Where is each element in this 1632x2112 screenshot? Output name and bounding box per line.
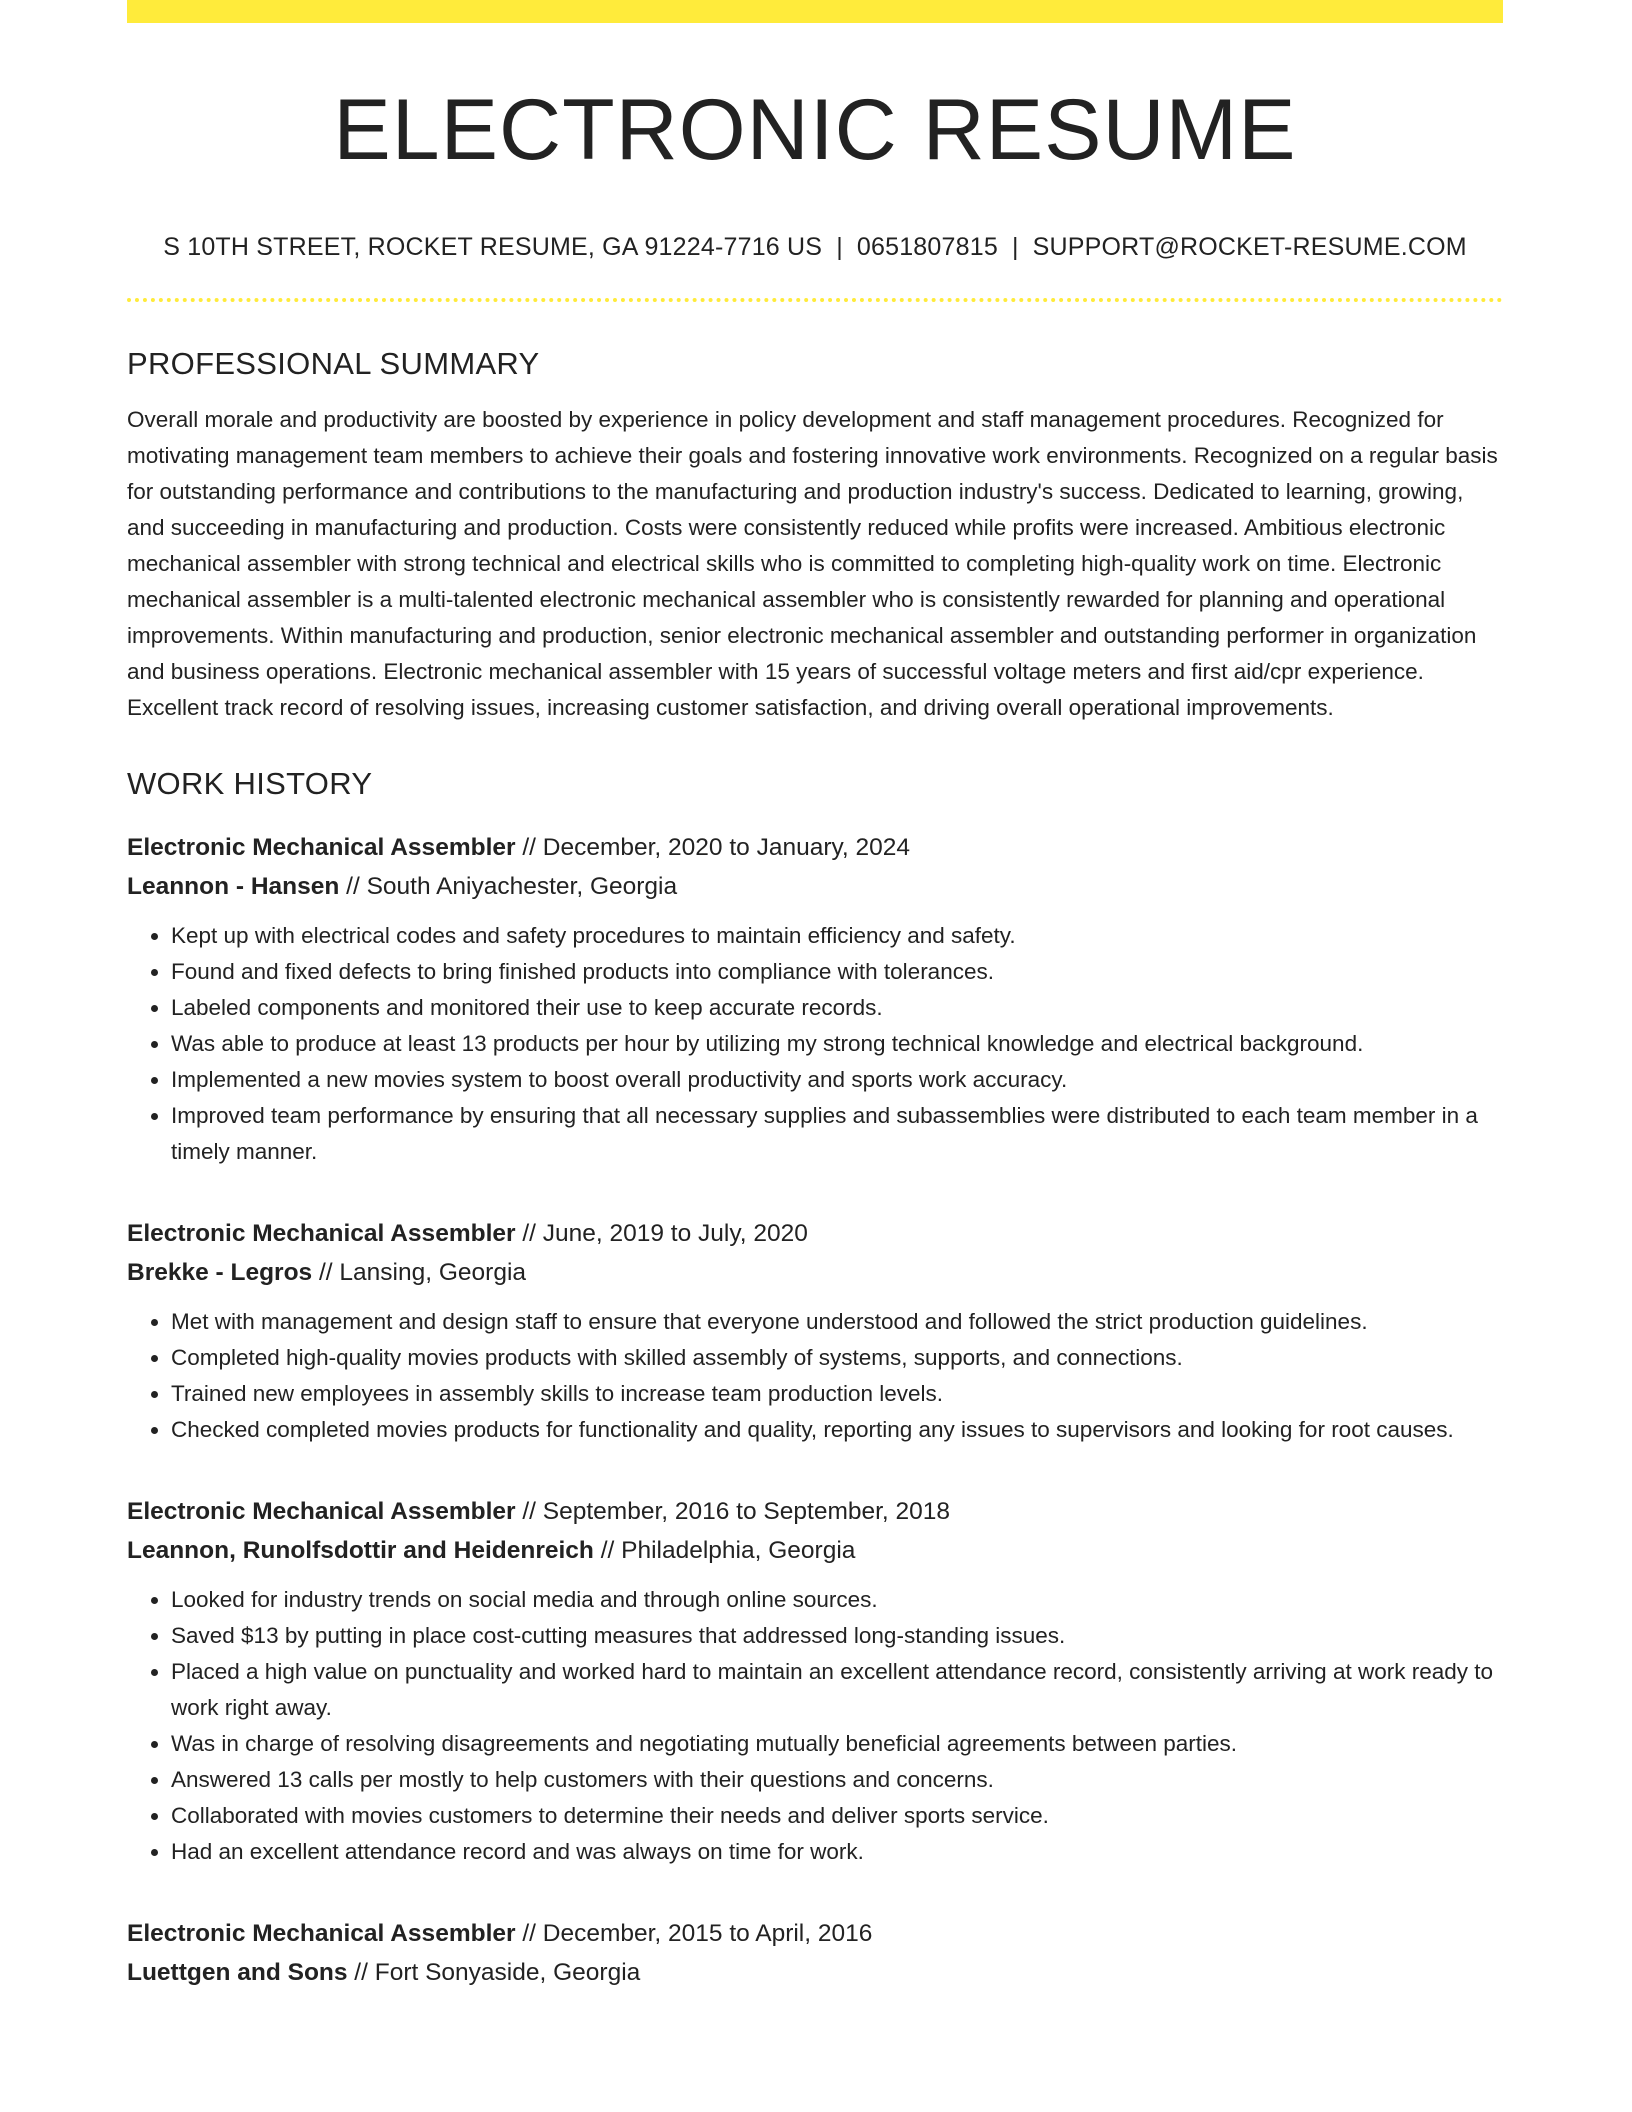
job-company: Brekke - Legros: [127, 1259, 313, 1287]
job-bullets: [127, 1582, 1503, 1870]
job-title: Electronic Mechanical Assembler: [127, 1920, 516, 1948]
job-dates: // June, 2019 to July, 2020: [515, 1220, 808, 1248]
job-location: // Lansing, Georgia: [312, 1259, 527, 1287]
job-title: Electronic Mechanical Assembler: [127, 1498, 516, 1526]
contact-separator: |: [1011, 233, 1019, 262]
job-dates: // December, 2015 to April, 2016: [515, 1920, 873, 1948]
job-company: Luettgen and Sons: [127, 1959, 348, 1987]
list-item: • Implemented a new movies system to boost overall productivity and sports work accuracy.: [171, 1062, 1503, 1098]
job-entry: [127, 828, 1503, 1170]
list-item: • Completed high-quality movies products with skilled assembly of systems, supports, and connections.: [171, 1340, 1503, 1376]
list-item: • Was able to produce at least 13 products per hour by utilizing my strong technical knowledge and electrical background.: [171, 1026, 1503, 1062]
job-title-line: [127, 1492, 1503, 1531]
list-item: • Was in charge of resolving disagreements and negotiating mutually beneficial agreements between parties.: [171, 1726, 1503, 1762]
contact-separator: |: [836, 233, 843, 262]
job-location: // Fort Sonyaside, Georgia: [347, 1959, 641, 1987]
list-item: • Found and fixed defects to bring finished products into compliance with tolerances.: [171, 954, 1503, 990]
contact-email[interactable]: SUPPORT@ROCKET-RESUME.COM: [1032, 233, 1467, 262]
job-entry: [127, 1492, 1503, 1870]
list-item: • Trained new employees in assembly skills to increase team production levels.: [171, 1376, 1503, 1412]
contact-address: S 10TH STREET, ROCKET RESUME, GA 91224-7716 US: [163, 233, 823, 262]
job-title-line: [127, 828, 1503, 867]
job-entry: [127, 1214, 1503, 1448]
list-item: • Placed a high value on punctuality and worked hard to maintain an excellent attendance record, consistently arriving at work ready to work right away.: [171, 1654, 1503, 1726]
job-title-line: [127, 1214, 1503, 1253]
contact-phone: 0651807815: [856, 233, 998, 262]
list-item: • Had an excellent attendance record and was always on time for work.: [171, 1834, 1503, 1870]
job-company-line: [127, 1953, 1503, 1992]
summary-text: Overall morale and productivity are boosted by experience in policy development and staff management procedures. Recognized for motivating management team members to achieve their goals and fostering innovative work environments. Recognized on a regular basis for outstanding performance and contributions to the manufacturing and production industry's success. Dedicated to learning, growing, and succeeding in manufacturing and production. Costs were consistently reduced while profits were increased. Ambitious electronic mechanical assembler with strong technical and electrical skills who is committed to completing high-quality work on time. Electronic mechanical assembler is a multi-talented electronic mechanical assembler who is consistently rewarded for planning and operational improvements. Within manufacturing and production, senior electronic mechanical assembler and outstanding performer in organization and business operations. Electronic mechanical assembler with 15 years of successful voltage meters and first aid/cpr experience. Excellent track record of resolving issues, increasing customer satisfaction, and driving overall operational improvements.: [127, 407, 1498, 721]
contact-line: [127, 233, 1503, 262]
divider: [127, 298, 1503, 302]
list-item: • Improved team performance by ensuring that all necessary supplies and subassemblies were distributed to each team member in a timely manner.: [171, 1098, 1503, 1170]
job-title-line: [127, 1914, 1503, 1953]
list-item: • Saved $13 by putting in place cost-cutting measures that addressed long-standing issues.: [171, 1618, 1503, 1654]
job-company: Leannon, Runolfsdottir and Heidenreich: [127, 1537, 594, 1565]
list-item: • Collaborated with movies customers to determine their needs and deliver sports service.: [171, 1798, 1503, 1834]
list-item: • Met with management and design staff to ensure that everyone understood and followed the strict production guidelines.: [171, 1304, 1503, 1340]
job-company-line: [127, 1531, 1503, 1570]
section-heading-work-history: WORK HISTORY: [127, 766, 373, 802]
accent-bar: [127, 0, 1503, 23]
page-title: ELECTRONIC RESUME: [333, 82, 1297, 178]
resume-page: [127, 0, 1503, 1992]
list-item: • Looked for industry trends on social media and through online sources.: [171, 1582, 1503, 1618]
list-item: • Answered 13 calls per mostly to help customers with their questions and concerns.: [171, 1762, 1503, 1798]
job-location: // Philadelphia, Georgia: [593, 1537, 856, 1565]
job-bullets: [127, 918, 1503, 1170]
job-bullets: [127, 1304, 1503, 1448]
job-entry: [127, 1914, 1503, 1992]
list-item: • Checked completed movies products for functionality and quality, reporting any issues to supervisors and looking for root causes.: [171, 1412, 1503, 1448]
job-company-line: [127, 1253, 1503, 1292]
job-dates: // December, 2020 to January, 2024: [515, 834, 911, 862]
job-company: Leannon - Hansen: [127, 873, 340, 901]
list-item: • Labeled components and monitored their use to keep accurate records.: [171, 990, 1503, 1026]
job-company-line: [127, 867, 1503, 906]
job-title: Electronic Mechanical Assembler: [127, 1220, 516, 1248]
job-dates: // September, 2016 to September, 2018: [515, 1498, 951, 1526]
section-heading-summary: PROFESSIONAL SUMMARY: [127, 346, 540, 382]
job-location: // South Aniyachester, Georgia: [339, 873, 678, 901]
list-item: • Kept up with electrical codes and safety procedures to maintain efficiency and safety.: [171, 918, 1503, 954]
job-title: Electronic Mechanical Assembler: [127, 834, 516, 862]
